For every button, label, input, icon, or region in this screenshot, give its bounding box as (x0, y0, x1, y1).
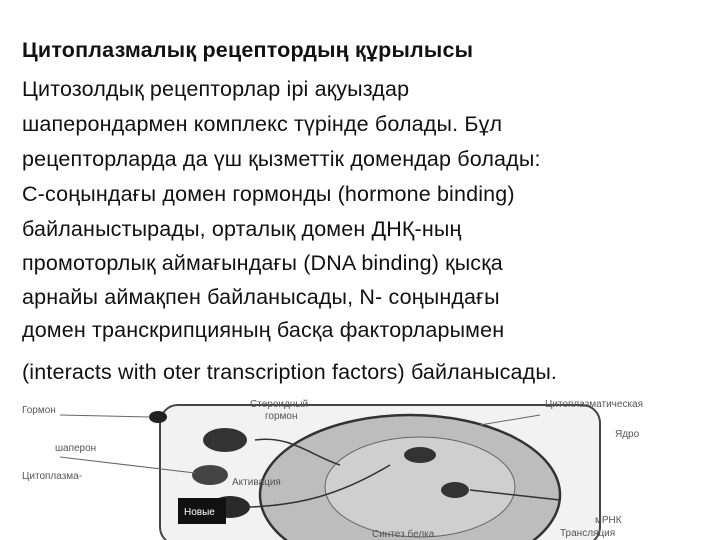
body-text-line: арнайы аймақпен байланысады, N- соңындағы (22, 285, 500, 309)
label-nucleus: Ядро (615, 429, 640, 440)
body-text-line: шаперондармен комплекс түрінде болады. Бұл (22, 112, 503, 136)
label-activation: Активация (232, 477, 281, 488)
body-text-line: Цитозолдық рецепторлар ірі ақуыздар (22, 77, 410, 101)
hormone-shape (149, 411, 167, 423)
label-translation: Трансляция (560, 528, 616, 539)
label-cytoplasm: Цитоплазма- (22, 471, 83, 482)
dna-complex (441, 482, 469, 498)
body-text-line: рецепторларда да үш қызметтік домендар болады: (22, 147, 541, 171)
label-hormone: Гормон (22, 405, 56, 416)
receptor-diagram (0, 395, 720, 540)
label-cytoplasmic: Цитоплазматическая (545, 399, 644, 410)
body-text-line: байланыстырады, орталық домен ДНҚ-ның (22, 217, 462, 241)
body-text-line: (interacts with oter transcription factors) байланысады. (22, 360, 558, 384)
label-line (60, 415, 150, 417)
body-text-line: домен транскрипцияның басқа факторларымен (22, 318, 505, 342)
label-new: Новые (184, 507, 215, 518)
chaperone-shape (192, 465, 228, 485)
body-text-line: С-соңындағы домен гормонды (hormone binding) (22, 182, 515, 206)
receptor-complex (203, 428, 247, 452)
label-chaperone: шаперон (55, 443, 97, 454)
label-protein-synthesis: Синтез белка (372, 529, 435, 540)
label-mrna: мРНК (595, 515, 622, 526)
label-steroid: Стероидный (250, 399, 309, 410)
body-text-line: промоторлық аймағындағы (DNA binding) қысқа (22, 251, 503, 275)
label-hormone-top: гормон (265, 411, 298, 422)
receptor-dimer (404, 447, 436, 463)
slide-title: Цитоплазмалық рецептордың құрылысы (22, 38, 474, 62)
